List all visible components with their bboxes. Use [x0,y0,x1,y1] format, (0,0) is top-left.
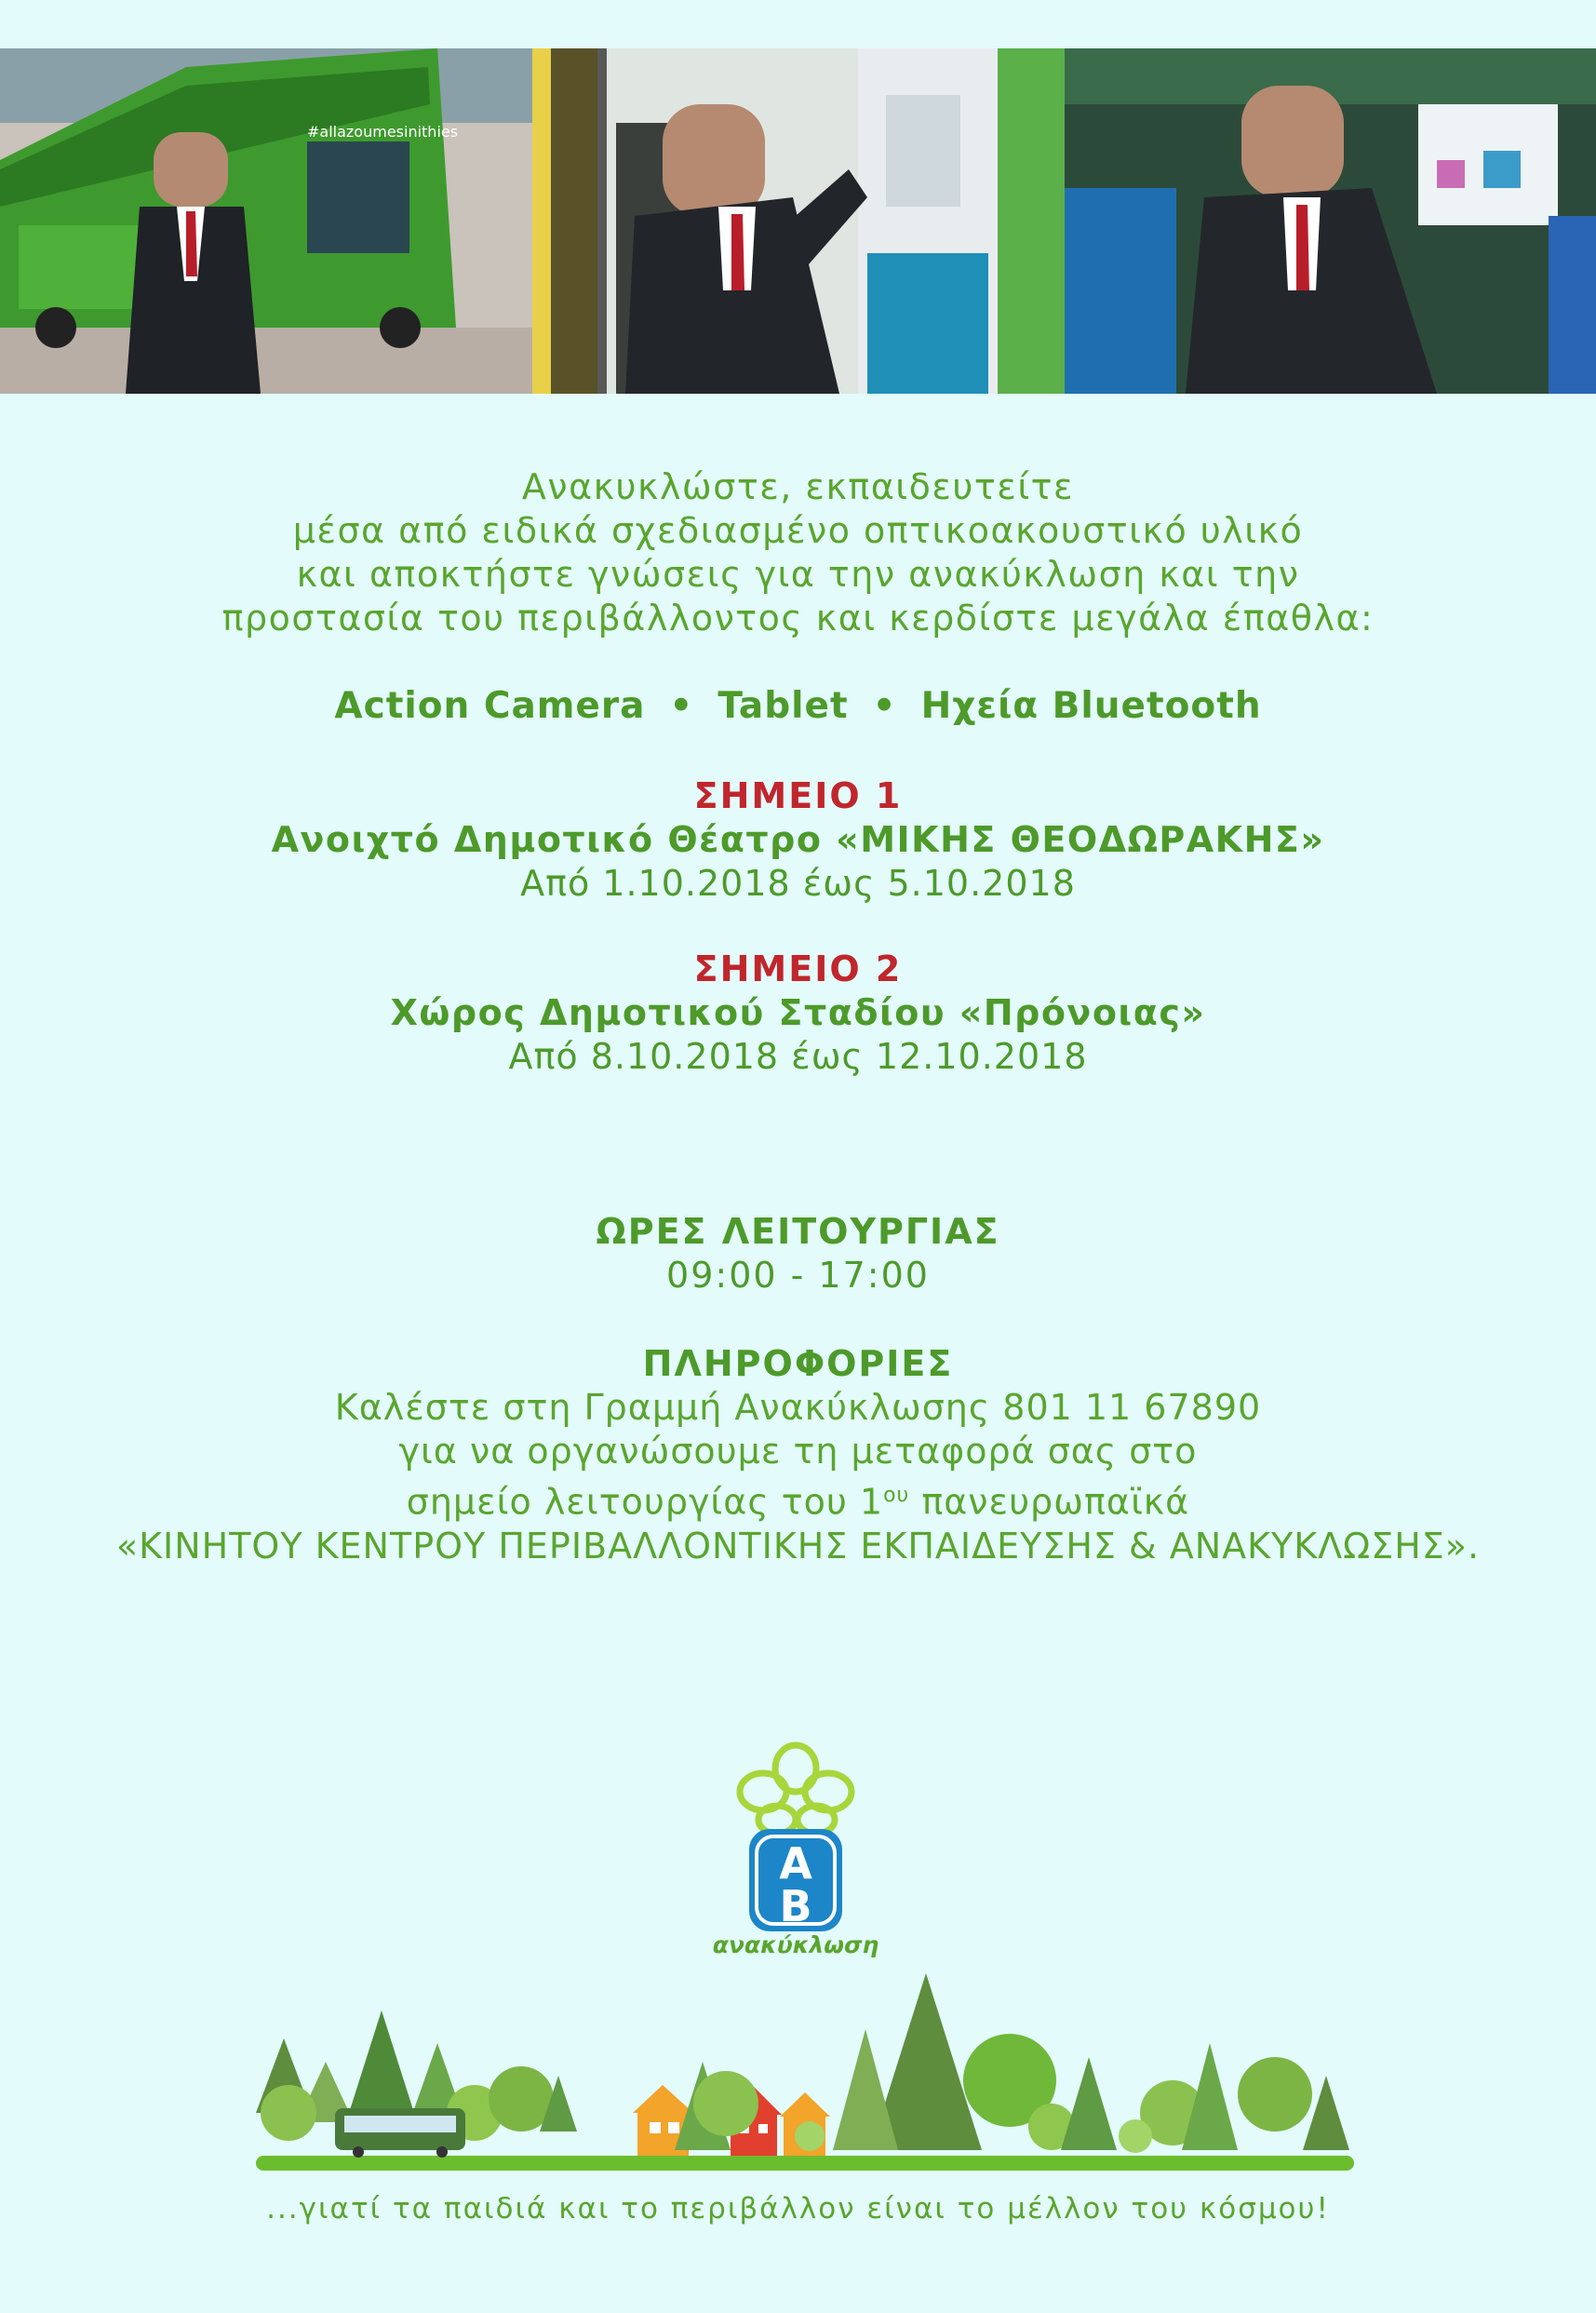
intro-line: Ανακυκλώστε, εκπαιδευτείτε [521,466,1075,507]
prize-item: Ηχεία Bluetooth [920,685,1262,727]
point-label: ΣΗΜΕΙΟ 1 [693,775,903,816]
point-label: ΣΗΜΕΙΟ 2 [693,948,903,989]
hours-label: ΩΡΕΣ ΛΕΙΤΟΥΡΓΙΑΣ [596,1211,1000,1252]
photo-recycling-machine [532,48,1065,394]
logo-wordmark: ανακύκλωση [712,1931,879,1958]
info-section [0,1342,1596,1568]
ab-recycling-logo [712,1741,879,1964]
point-place: Χώρος Δημοτικού Σταδίου «Πρόνοιας» [390,992,1206,1033]
tagline: ...γιατί τα παιδιά και το περιβάλλον είναι το μέλλον του κόσμου! [266,2192,1330,2226]
intro-line: μέσα από ειδικά σχεδιασμένο οπτικοακουστικό υλικό [292,510,1304,551]
flower-icon [740,1745,852,1834]
point-place: Ανοιχτό Δημοτικό Θέατρο «ΜΙΚΗΣ ΘΕΟΔΩΡΑΚΗΣ» [271,819,1325,860]
point-2 [0,948,1596,1079]
prize-item: Action Camera [334,685,646,727]
info-line: Καλέστε στη Γραμμή Ανακύκλωσης 801 11 67890 [334,1387,1262,1428]
logo-letter-a: A [779,1838,812,1889]
intro-line: προστασία του περιβάλλοντος και κερδίστε μεγάλα έπαθλα: [221,598,1375,639]
prize-item: Tablet [718,685,849,727]
photo-strip [0,48,1596,394]
hours-value: 09:00 - 17:00 [666,1255,930,1296]
point-1 [0,774,1596,906]
info-line: σημείο λειτουργίας του $1^{o\upsilon}$ πανευρωπαϊκά [406,1481,1190,1523]
intro-text [0,465,1596,640]
photo-bus-interior [1065,48,1596,394]
bus-hashtag: #allazoumesinithies [307,123,459,141]
point-dates: Από 1.10.2018 έως 5.10.2018 [520,863,1076,904]
landscape-illustration [251,1973,1359,2178]
operating-hours [0,1210,1596,1298]
bullet-separator: • [669,685,694,727]
logo-letter-b: B [779,1881,812,1931]
intro-line: και αποκτήστε γνώσεις για την ανακύκλωση και την [296,554,1300,595]
info-line: «ΚΙΝΗΤΟΥ ΚΕΝΤΡΟΥ ΠΕΡΙΒΑΛΛΟΝΤΙΚΗΣ ΕΚΠΑΙΔΕΥΣΗΣ & ΑΝΑΚΥΚΛΩΣΗΣ». [115,1525,1481,1567]
prizes-list [0,685,1596,727]
bullet-separator: • [872,685,897,727]
photo-bus-exterior [0,48,532,394]
info-line: για να οργανώσουμε τη μεταφορά σας στο [398,1431,1198,1472]
info-label: ΠΛΗΡΟΦΟΡΙΕΣ [642,1343,954,1384]
point-dates: Από 8.10.2018 έως 12.10.2018 [508,1036,1088,1077]
